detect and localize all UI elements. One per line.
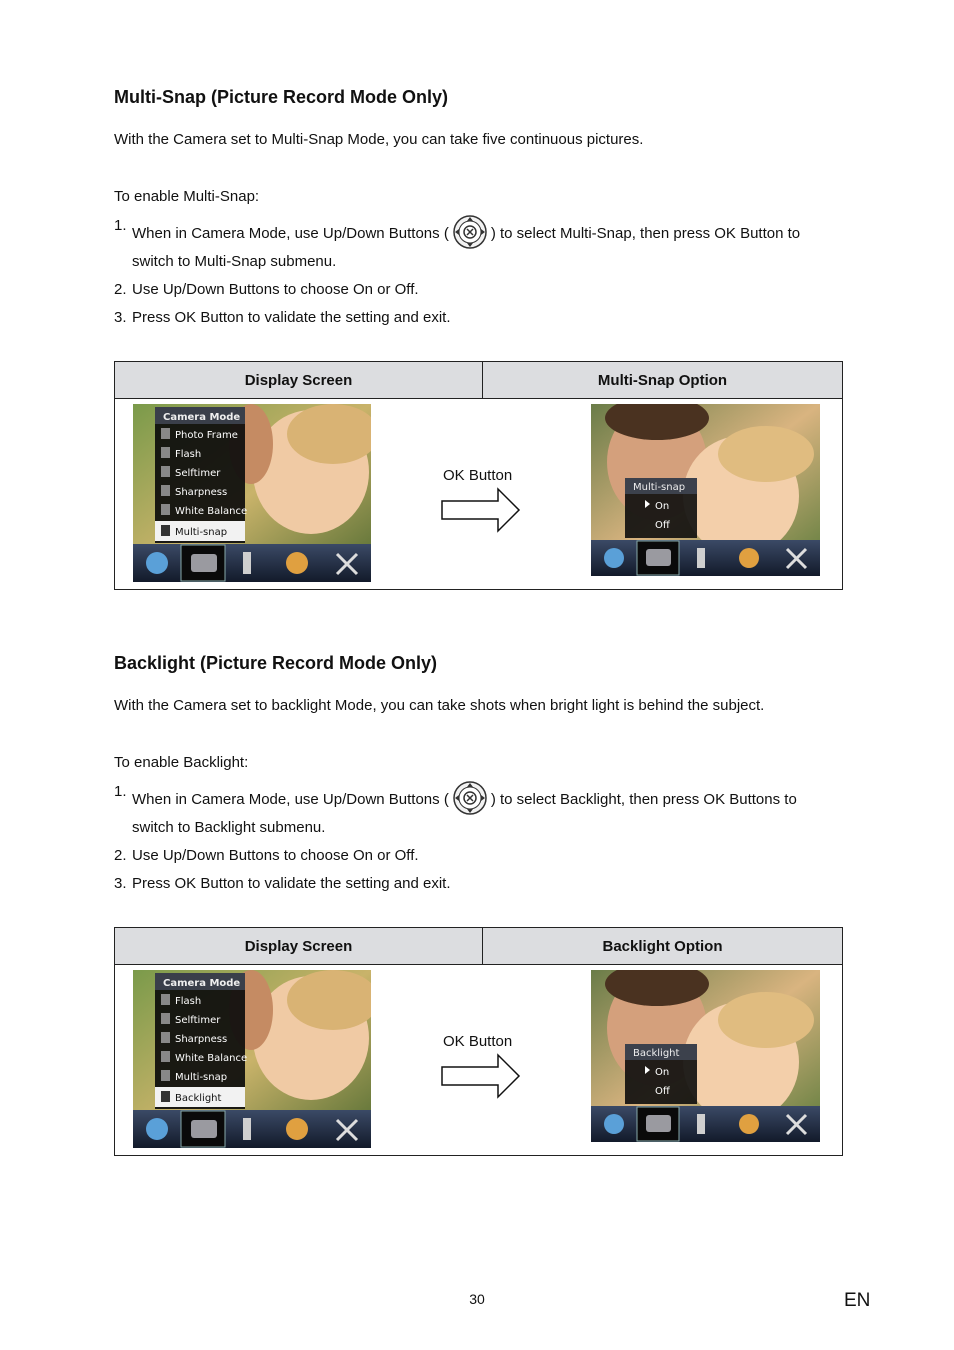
- language-label: EN: [844, 1290, 871, 1311]
- svg-text:Selftimer: Selftimer: [175, 468, 221, 479]
- svg-text:On: On: [655, 501, 670, 512]
- svg-text:Sharpness: Sharpness: [175, 1034, 228, 1045]
- svg-text:On: On: [655, 1067, 670, 1078]
- section-intro: With the Camera set to Multi-Snap Mode, you can take five continuous pictures.: [114, 131, 644, 148]
- col-option: Multi-Snap Option: [483, 362, 843, 399]
- step-item: 2. Use Up/Down Buttons to choose On or Off.: [114, 281, 419, 298]
- svg-text:Sharpness: Sharpness: [175, 487, 228, 498]
- ok-button-label: OK Button: [443, 1033, 513, 1050]
- section-backlight: [114, 652, 841, 900]
- svg-text:Off: Off: [655, 1086, 670, 1097]
- up-down-buttons-icon: [452, 780, 488, 816]
- svg-text:Multi-snap: Multi-snap: [633, 482, 686, 493]
- col-option: Backlight Option: [483, 928, 843, 965]
- svg-text:White Balance: White Balance: [175, 1053, 248, 1064]
- section-intro: With the Camera set to backlight Mode, you can take shots when bright light is behind the subject.: [114, 697, 765, 714]
- backlight-table: [114, 927, 843, 1156]
- step-item: 1. When in Camera Mode, use Up/Down Buttons ( ) to select Backlight, then press OK Buttons to switch to Backlight submenu.: [114, 780, 841, 840]
- ok-button-label: OK Button: [443, 467, 513, 484]
- svg-text:Camera Mode: Camera Mode: [163, 978, 241, 989]
- col-display-screen: Display Screen: [115, 928, 483, 965]
- section-title: Backlight (Picture Record Mode Only): [114, 653, 438, 673]
- svg-text:Flash: Flash: [175, 449, 202, 460]
- up-down-buttons-icon: [452, 214, 488, 250]
- enable-heading: To enable Backlight:: [114, 754, 249, 771]
- svg-text:Selftimer: Selftimer: [175, 1015, 221, 1026]
- step-item: 2. Use Up/Down Buttons to choose On or Off.: [114, 847, 419, 864]
- camera-menu-screen: [133, 970, 371, 1148]
- option-screen: [591, 970, 820, 1142]
- step-item: 3. Press OK Button to validate the setting and exit.: [114, 875, 451, 892]
- enable-heading: To enable Multi-Snap:: [114, 188, 260, 205]
- arrow-right-icon: [441, 1053, 521, 1099]
- svg-text:Multi-snap: Multi-snap: [175, 1072, 228, 1083]
- section-multi-snap: [114, 86, 841, 334]
- page-number: 30: [469, 1291, 485, 1307]
- svg-text:Multi-snap: Multi-snap: [175, 527, 228, 538]
- step-item: 1. When in Camera Mode, use Up/Down Buttons ( ) to select Multi-Snap, then press OK Button to switch to Multi-Snap submenu.: [114, 214, 841, 274]
- svg-text:White Balance: White Balance: [175, 506, 248, 517]
- svg-text:Photo Frame: Photo Frame: [175, 430, 238, 441]
- svg-text:Camera Mode: Camera Mode: [163, 412, 241, 423]
- svg-text:Flash: Flash: [175, 996, 202, 1007]
- camera-menu-screen: [133, 404, 371, 582]
- steps-list: [114, 780, 841, 896]
- step-item: 3. Press OK Button to validate the setting and exit.: [114, 309, 451, 326]
- section-title: Multi-Snap (Picture Record Mode Only): [114, 87, 449, 107]
- svg-text:Off: Off: [655, 520, 670, 531]
- svg-text:Backlight: Backlight: [633, 1048, 680, 1059]
- steps-list: [114, 214, 841, 330]
- multi-snap-table: [114, 361, 843, 590]
- arrow-right-icon: [441, 487, 521, 533]
- col-display-screen: Display Screen: [115, 362, 483, 399]
- svg-text:Backlight: Backlight: [175, 1093, 222, 1104]
- option-screen: [591, 404, 820, 576]
